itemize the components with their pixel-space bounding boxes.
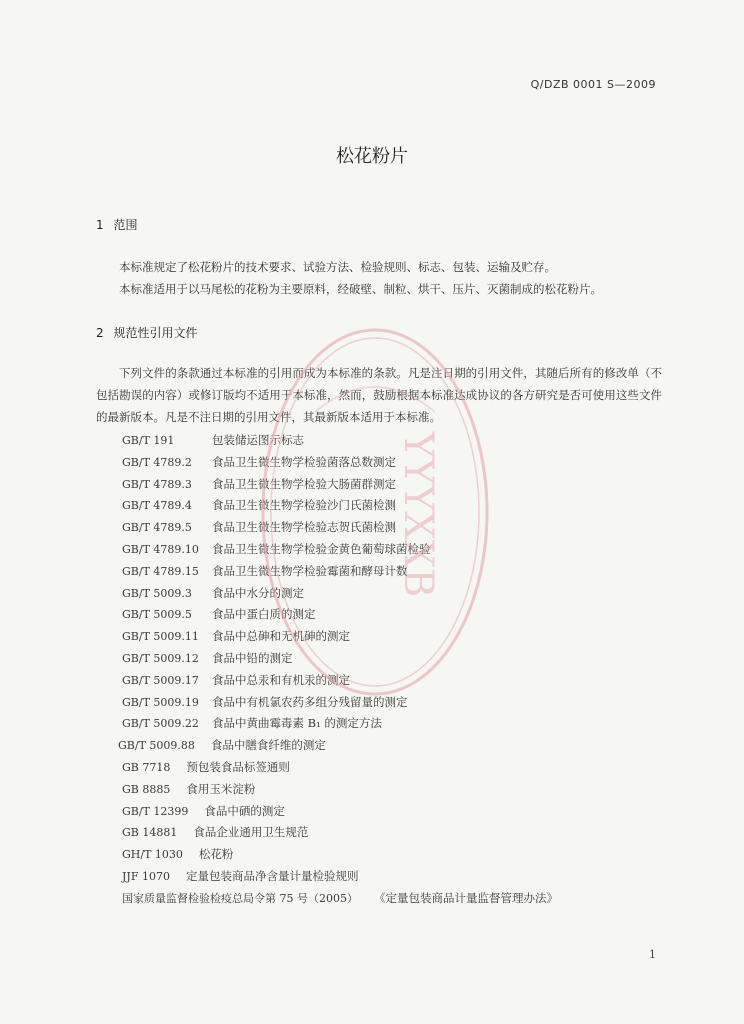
scope-paragraph-2: 本标准适用于以马尾松的花粉为主要原料，经破壁、制粒、烘干、压片、灭菌制成的松花粉片。 xyxy=(119,282,602,296)
section-number: 2 xyxy=(96,326,104,340)
reference-item: GB 8885 食用玉米淀粉 xyxy=(122,781,256,796)
scope-paragraph-1: 本标准规定了松花粉片的技术要求、试验方法、检验规则、标志、包装、运输及贮存。 xyxy=(119,260,556,274)
document-title: 松花粉片 xyxy=(336,146,408,167)
section-title: 范围 xyxy=(113,218,138,232)
reference-item: GB 7718 预包装食品标签通则 xyxy=(122,759,290,774)
section-heading-normative-references xyxy=(96,324,197,341)
standard-code: Q/DZB 0001 S—2009 xyxy=(530,78,656,91)
reference-item: JJF 1070 定量包装商品净含量计量检验规则 xyxy=(122,868,359,883)
reference-item: GB/T 4789.2 食品卫生微生物学检验菌落总数测定 xyxy=(122,454,396,469)
reference-item: GB/T 5009.17 食品中总汞和有机汞的测定 xyxy=(122,672,350,687)
reference-item: GB/T 5009.12 食品中铅的测定 xyxy=(122,650,293,665)
references-intro-paragraph: 下列文件的条款通过本标准的引用而成为本标准的条款。凡是注日期的引用文件，其随后所有的修改单（不包括勘误的内容）或修订版均不适用于本标准，然而，鼓励根据本标准达成协议的各方研究是否可使用这些文件的最新版本。凡是不注日期的引用文件，其最新版本适用于本标准。 xyxy=(96,366,662,424)
reference-list xyxy=(118,430,558,910)
reference-item: GB/T 4789.10 食品卫生微生物学检验金黄色葡萄球菌检验 xyxy=(122,541,431,556)
reference-item: GB/T 12399 食品中硒的测定 xyxy=(122,803,285,818)
reference-item: GB/T 5009.5 食品中蛋白质的测定 xyxy=(122,607,316,622)
reference-item: GB/T 4789.4 食品卫生微生物学检验沙门氏菌检测 xyxy=(122,498,396,513)
page-number: 1 xyxy=(649,948,656,961)
reference-item: GB/T 4789.15 食品卫生微生物学检验霉菌和酵母计数 xyxy=(122,563,408,578)
section-title: 规范性引用文件 xyxy=(113,326,198,340)
section-number: 1 xyxy=(96,218,104,232)
reference-item: GB/T 191 包装储运图示标志 xyxy=(122,433,304,447)
reference-item: GB 14881 食品企业通用卫生规范 xyxy=(122,825,309,840)
reference-item: GB/T 5009.88 食品中膳食纤维的测定 xyxy=(118,738,326,753)
reference-item: GB/T 5009.22 食品中黄曲霉毒素 B₁ 的测定方法 xyxy=(122,716,382,731)
reference-item: GB/T 5009.19 食品中有机氯农药多组分残留量的测定 xyxy=(122,694,408,709)
reference-item: GH/T 1030 松花粉 xyxy=(122,847,234,862)
reference-item: GB/T 4789.5 食品卫生微生物学检验志贺氏菌检测 xyxy=(122,520,396,535)
reference-item: GB/T 4789.3 食品卫生微生物学检验大肠菌群测定 xyxy=(122,476,396,491)
stamp-text: YYYXXB xyxy=(395,432,441,598)
reference-item: GB/T 5009.3 食品中水分的测定 xyxy=(122,585,304,600)
section-heading-scope xyxy=(96,216,137,233)
reference-item: GB/T 5009.11 食品中总砷和无机砷的测定 xyxy=(122,629,350,644)
reference-item: 国家质量监督检验检疫总局令第 75 号（2005） 《定量包装商品计量监督管理办法》 xyxy=(122,890,558,905)
